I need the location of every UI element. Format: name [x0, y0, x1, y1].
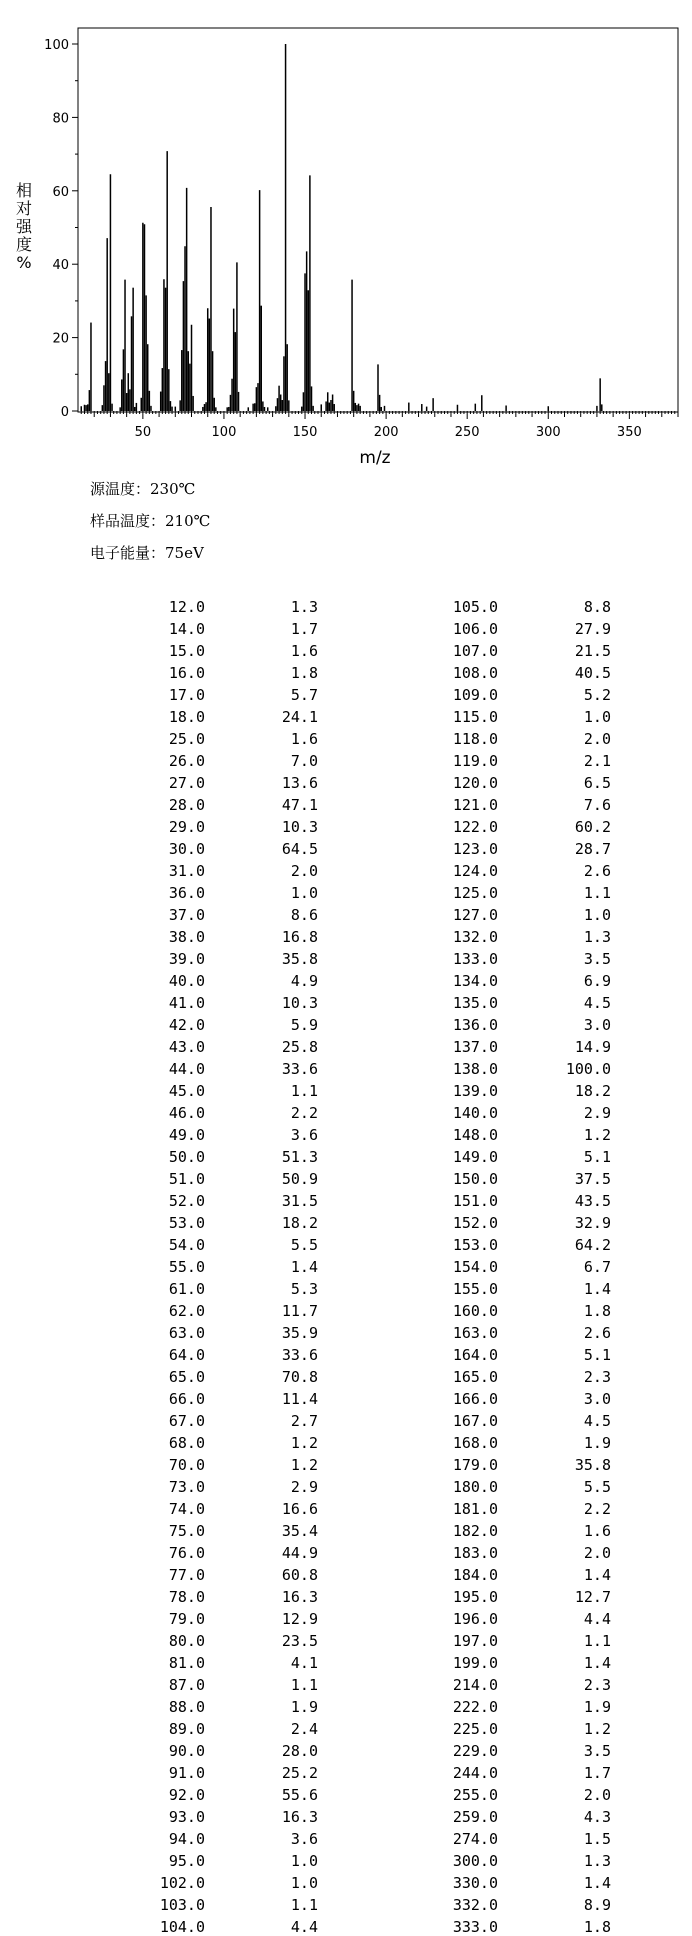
- table-mz-cell: 42.0: [168, 1016, 205, 1034]
- table-intensity-cell: 31.5: [281, 1192, 318, 1210]
- table-mz-cell: 104.0: [159, 1918, 205, 1936]
- table-mz-cell: 66.0: [168, 1390, 205, 1408]
- table-intensity-cell: 1.0: [290, 884, 318, 902]
- table-mz-cell: 164.0: [452, 1346, 498, 1364]
- table-mz-cell: 184.0: [452, 1566, 498, 1584]
- table-mz-cell: 80.0: [168, 1632, 205, 1650]
- table-intensity-cell: 16.6: [281, 1500, 318, 1518]
- table-intensity-cell: 1.3: [290, 598, 318, 616]
- table-mz-cell: 45.0: [168, 1082, 205, 1100]
- y-tick-label: 80: [52, 111, 69, 127]
- table-intensity-cell: 25.8: [281, 1038, 318, 1056]
- table-mz-cell: 197.0: [452, 1632, 498, 1650]
- table-intensity-cell: 60.8: [281, 1566, 318, 1584]
- table-mz-cell: 179.0: [452, 1456, 498, 1474]
- table-intensity-cell: 2.1: [583, 752, 611, 770]
- table-mz-cell: 44.0: [168, 1060, 205, 1078]
- table-mz-cell: 89.0: [168, 1720, 205, 1738]
- table-mz-cell: 134.0: [452, 972, 498, 990]
- table-mz-cell: 139.0: [452, 1082, 498, 1100]
- table-intensity-cell: 5.7: [290, 686, 318, 704]
- table-intensity-cell: 3.6: [290, 1830, 318, 1848]
- table-mz-cell: 183.0: [452, 1544, 498, 1562]
- table-intensity-cell: 28.7: [574, 840, 611, 858]
- table-intensity-cell: 60.2: [574, 818, 611, 836]
- spectrum-peaks: [81, 44, 602, 411]
- table-mz-cell: 12.0: [168, 598, 205, 616]
- table-intensity-cell: 12.7: [574, 1588, 611, 1606]
- y-tick-label: 0: [60, 405, 69, 420]
- table-mz-cell: 90.0: [168, 1742, 205, 1760]
- table-mz-cell: 77.0: [168, 1566, 205, 1584]
- table-mz-cell: 68.0: [168, 1434, 205, 1452]
- table-mz-cell: 70.0: [168, 1456, 205, 1474]
- table-mz-cell: 95.0: [168, 1852, 205, 1870]
- table-mz-cell: 140.0: [452, 1104, 498, 1122]
- table-mz-cell: 181.0: [452, 1500, 498, 1518]
- table-intensity-cell: 6.9: [583, 972, 611, 990]
- table-intensity-cell: 2.9: [583, 1104, 611, 1122]
- table-mz-cell: 78.0: [168, 1588, 205, 1606]
- table-mz-cell: 155.0: [452, 1280, 498, 1298]
- table-mz-cell: 330.0: [452, 1874, 498, 1892]
- table-intensity-cell: 6.7: [583, 1258, 611, 1276]
- table-mz-cell: 93.0: [168, 1808, 205, 1826]
- table-mz-cell: 63.0: [168, 1324, 205, 1342]
- table-mz-cell: 300.0: [452, 1852, 498, 1870]
- table-intensity-cell: 21.5: [574, 642, 611, 660]
- source-temperature: 源温度：230℃: [90, 480, 196, 498]
- table-mz-cell: 196.0: [452, 1610, 498, 1628]
- table-mz-cell: 36.0: [168, 884, 205, 902]
- table-intensity-cell: 4.9: [290, 972, 318, 990]
- table-intensity-cell: 5.1: [583, 1346, 611, 1364]
- table-intensity-cell: 1.9: [583, 1698, 611, 1716]
- table-intensity-cell: 40.5: [574, 664, 611, 682]
- table-intensity-cell: 1.4: [290, 1258, 318, 1276]
- table-intensity-cell: 2.3: [583, 1368, 611, 1386]
- table-mz-cell: 107.0: [452, 642, 498, 660]
- table-intensity-cell: 1.0: [290, 1874, 318, 1892]
- table-intensity-cell: 1.4: [583, 1874, 611, 1892]
- x-tick-label: 300: [535, 425, 561, 440]
- table-intensity-cell: 51.3: [281, 1148, 318, 1166]
- table-mz-cell: 259.0: [452, 1808, 498, 1826]
- table-intensity-cell: 64.5: [281, 840, 318, 858]
- table-mz-cell: 163.0: [452, 1324, 498, 1342]
- table-intensity-cell: 3.5: [583, 1742, 611, 1760]
- y-axis-ticks: [44, 38, 78, 420]
- table-intensity-cell: 1.9: [290, 1698, 318, 1716]
- table-mz-cell: 30.0: [168, 840, 205, 858]
- table-intensity-cell: 2.6: [583, 862, 611, 880]
- table-mz-cell: 153.0: [452, 1236, 498, 1254]
- table-intensity-cell: 1.7: [290, 620, 318, 638]
- table-intensity-cell: 64.2: [574, 1236, 611, 1254]
- table-mz-cell: 40.0: [168, 972, 205, 990]
- table-mz-cell: 31.0: [168, 862, 205, 880]
- table-mz-cell: 168.0: [452, 1434, 498, 1452]
- table-mz-cell: 73.0: [168, 1478, 205, 1496]
- x-tick-label: 150: [292, 425, 318, 440]
- table-mz-cell: 94.0: [168, 1830, 205, 1848]
- table-intensity-cell: 37.5: [574, 1170, 611, 1188]
- table-mz-cell: 50.0: [168, 1148, 205, 1166]
- table-intensity-cell: 23.5: [281, 1632, 318, 1650]
- table-intensity-cell: 1.6: [290, 642, 318, 660]
- table-mz-cell: 137.0: [452, 1038, 498, 1056]
- table-intensity-cell: 2.0: [583, 1786, 611, 1804]
- table-mz-cell: 133.0: [452, 950, 498, 968]
- table-mz-cell: 136.0: [452, 1016, 498, 1034]
- table-intensity-cell: 10.3: [281, 994, 318, 1012]
- table-intensity-cell: 4.4: [583, 1610, 611, 1628]
- table-intensity-cell: 2.7: [290, 1412, 318, 1430]
- x-tick-label: 250: [454, 425, 480, 440]
- table-mz-cell: 123.0: [452, 840, 498, 858]
- table-mz-cell: 149.0: [452, 1148, 498, 1166]
- table-intensity-cell: 8.8: [583, 598, 611, 616]
- table-intensity-cell: 2.6: [583, 1324, 611, 1342]
- table-mz-cell: 151.0: [452, 1192, 498, 1210]
- table-intensity-cell: 1.1: [290, 1676, 318, 1694]
- table-mz-cell: 180.0: [452, 1478, 498, 1496]
- table-mz-cell: 332.0: [452, 1896, 498, 1914]
- table-intensity-cell: 1.1: [290, 1896, 318, 1914]
- table-intensity-cell: 100.0: [565, 1060, 611, 1078]
- table-mz-cell: 81.0: [168, 1654, 205, 1672]
- table-mz-cell: 119.0: [452, 752, 498, 770]
- table-intensity-cell: 4.1: [290, 1654, 318, 1672]
- table-mz-cell: 154.0: [452, 1258, 498, 1276]
- table-intensity-cell: 27.9: [574, 620, 611, 638]
- y-tick-label: 60: [52, 184, 69, 200]
- table-intensity-cell: 1.6: [583, 1522, 611, 1540]
- table-intensity-cell: 33.6: [281, 1346, 318, 1364]
- table-intensity-cell: 4.3: [583, 1808, 611, 1826]
- electron-energy: 电子能量：75eV: [90, 544, 204, 562]
- table-intensity-cell: 16.8: [281, 928, 318, 946]
- table-intensity-cell: 2.4: [290, 1720, 318, 1738]
- table-mz-cell: 214.0: [452, 1676, 498, 1694]
- table-intensity-cell: 35.4: [281, 1522, 318, 1540]
- table-intensity-cell: 43.5: [574, 1192, 611, 1210]
- table-mz-cell: 244.0: [452, 1764, 498, 1782]
- table-intensity-cell: 33.6: [281, 1060, 318, 1078]
- table-intensity-cell: 3.5: [583, 950, 611, 968]
- table-intensity-cell: 4.4: [290, 1918, 318, 1936]
- table-mz-cell: 122.0: [452, 818, 498, 836]
- table-intensity-cell: 35.9: [281, 1324, 318, 1342]
- table-mz-cell: 127.0: [452, 906, 498, 924]
- table-intensity-cell: 1.3: [583, 1852, 611, 1870]
- plot-frame: [78, 28, 678, 412]
- table-mz-cell: 25.0: [168, 730, 205, 748]
- table-mz-cell: 79.0: [168, 1610, 205, 1628]
- table-mz-cell: 51.0: [168, 1170, 205, 1188]
- table-intensity-cell: 32.9: [574, 1214, 611, 1232]
- table-intensity-cell: 2.2: [290, 1104, 318, 1122]
- table-mz-cell: 29.0: [168, 818, 205, 836]
- table-intensity-cell: 1.7: [583, 1764, 611, 1782]
- mass-spectrum-chart: [0, 0, 692, 470]
- table-intensity-cell: 3.0: [583, 1390, 611, 1408]
- table-mz-cell: 91.0: [168, 1764, 205, 1782]
- table-intensity-cell: 2.9: [290, 1478, 318, 1496]
- table-intensity-cell: 8.6: [290, 906, 318, 924]
- x-axis-label: m/z: [359, 448, 391, 468]
- table-intensity-cell: 24.1: [281, 708, 318, 726]
- table-mz-cell: 64.0: [168, 1346, 205, 1364]
- table-intensity-cell: 55.6: [281, 1786, 318, 1804]
- table-intensity-cell: 1.4: [583, 1566, 611, 1584]
- table-mz-cell: 38.0: [168, 928, 205, 946]
- table-mz-cell: 41.0: [168, 994, 205, 1012]
- table-mz-cell: 105.0: [452, 598, 498, 616]
- table-mz-cell: 138.0: [452, 1060, 498, 1078]
- table-intensity-cell: 70.8: [281, 1368, 318, 1386]
- table-intensity-cell: 2.0: [290, 862, 318, 880]
- table-intensity-cell: 5.5: [290, 1236, 318, 1254]
- table-mz-cell: 118.0: [452, 730, 498, 748]
- x-axis-ticks: [81, 411, 678, 440]
- table-intensity-cell: 8.9: [583, 1896, 611, 1914]
- table-intensity-cell: 5.3: [290, 1280, 318, 1298]
- table-mz-cell: 109.0: [452, 686, 498, 704]
- table-mz-cell: 92.0: [168, 1786, 205, 1804]
- table-mz-cell: 52.0: [168, 1192, 205, 1210]
- y-axis-label-text: 相对强度%: [15, 181, 33, 272]
- y-tick-label: 40: [52, 258, 69, 274]
- table-mz-cell: 102.0: [159, 1874, 205, 1892]
- table-intensity-cell: 1.0: [583, 708, 611, 726]
- table-mz-cell: 28.0: [168, 796, 205, 814]
- table-intensity-cell: 16.3: [281, 1808, 318, 1826]
- table-intensity-cell: 2.3: [583, 1676, 611, 1694]
- table-intensity-cell: 28.0: [281, 1742, 318, 1760]
- table-intensity-cell: 3.6: [290, 1126, 318, 1144]
- table-mz-cell: 150.0: [452, 1170, 498, 1188]
- table-intensity-cell: 35.8: [281, 950, 318, 968]
- table-intensity-cell: 12.9: [281, 1610, 318, 1628]
- table-mz-cell: 333.0: [452, 1918, 498, 1936]
- table-intensity-cell: 47.1: [281, 796, 318, 814]
- table-mz-cell: 255.0: [452, 1786, 498, 1804]
- x-tick-label: 100: [211, 425, 237, 440]
- table-intensity-cell: 44.9: [281, 1544, 318, 1562]
- table-intensity-cell: 10.3: [281, 818, 318, 836]
- table-intensity-cell: 2.0: [583, 1544, 611, 1562]
- table-mz-cell: 39.0: [168, 950, 205, 968]
- table-mz-cell: 225.0: [452, 1720, 498, 1738]
- table-mz-cell: 167.0: [452, 1412, 498, 1430]
- table-intensity-cell: 1.8: [583, 1918, 611, 1936]
- table-intensity-cell: 1.3: [583, 928, 611, 946]
- table-mz-cell: 46.0: [168, 1104, 205, 1122]
- table-mz-cell: 88.0: [168, 1698, 205, 1716]
- table-intensity-cell: 1.2: [583, 1720, 611, 1738]
- table-mz-cell: 148.0: [452, 1126, 498, 1144]
- table-intensity-cell: 1.4: [583, 1654, 611, 1672]
- table-mz-cell: 76.0: [168, 1544, 205, 1562]
- table-mz-cell: 67.0: [168, 1412, 205, 1430]
- table-mz-cell: 152.0: [452, 1214, 498, 1232]
- table-intensity-cell: 1.0: [290, 1852, 318, 1870]
- y-axis-label: [16, 181, 33, 272]
- table-intensity-cell: 1.2: [583, 1126, 611, 1144]
- table-mz-cell: 115.0: [452, 708, 498, 726]
- table-intensity-cell: 50.9: [281, 1170, 318, 1188]
- table-intensity-cell: 1.6: [290, 730, 318, 748]
- table-intensity-cell: 1.2: [290, 1434, 318, 1452]
- y-tick-label: 20: [52, 331, 69, 347]
- table-mz-cell: 222.0: [452, 1698, 498, 1716]
- table-intensity-cell: 5.1: [583, 1148, 611, 1166]
- table-mz-cell: 106.0: [452, 620, 498, 638]
- table-mz-cell: 274.0: [452, 1830, 498, 1848]
- table-intensity-cell: 1.1: [290, 1082, 318, 1100]
- table-mz-cell: 14.0: [168, 620, 205, 638]
- table-intensity-cell: 1.8: [290, 664, 318, 682]
- table-intensity-cell: 4.5: [583, 1412, 611, 1430]
- table-mz-cell: 53.0: [168, 1214, 205, 1232]
- table-mz-cell: 37.0: [168, 906, 205, 924]
- table-intensity-cell: 25.2: [281, 1764, 318, 1782]
- table-mz-cell: 16.0: [168, 664, 205, 682]
- table-intensity-cell: 1.0: [583, 906, 611, 924]
- table-intensity-cell: 11.7: [281, 1302, 318, 1320]
- table-intensity-cell: 5.2: [583, 686, 611, 704]
- table-intensity-cell: 1.1: [583, 884, 611, 902]
- table-intensity-cell: 16.3: [281, 1588, 318, 1606]
- table-intensity-cell: 7.0: [290, 752, 318, 770]
- table-intensity-cell: 2.0: [583, 730, 611, 748]
- table-mz-cell: 165.0: [452, 1368, 498, 1386]
- table-intensity-cell: 13.6: [281, 774, 318, 792]
- table-mz-cell: 75.0: [168, 1522, 205, 1540]
- table-mz-cell: 55.0: [168, 1258, 205, 1276]
- table-mz-cell: 132.0: [452, 928, 498, 946]
- table-mz-cell: 135.0: [452, 994, 498, 1012]
- table-mz-cell: 27.0: [168, 774, 205, 792]
- table-mz-cell: 43.0: [168, 1038, 205, 1056]
- table-mz-cell: 18.0: [168, 708, 205, 726]
- table-intensity-cell: 11.4: [281, 1390, 318, 1408]
- table-mz-cell: 103.0: [159, 1896, 205, 1914]
- table-mz-cell: 49.0: [168, 1126, 205, 1144]
- table-mz-cell: 124.0: [452, 862, 498, 880]
- table-intensity-cell: 18.2: [281, 1214, 318, 1232]
- table-mz-cell: 108.0: [452, 664, 498, 682]
- table-intensity-cell: 14.9: [574, 1038, 611, 1056]
- table-mz-cell: 125.0: [452, 884, 498, 902]
- table-mz-cell: 26.0: [168, 752, 205, 770]
- table-intensity-cell: 3.0: [583, 1016, 611, 1034]
- table-mz-cell: 62.0: [168, 1302, 205, 1320]
- table-intensity-cell: 5.5: [583, 1478, 611, 1496]
- table-intensity-cell: 1.9: [583, 1434, 611, 1452]
- x-tick-label: 50: [134, 425, 152, 440]
- table-intensity-cell: 35.8: [574, 1456, 611, 1474]
- table-intensity-cell: 5.9: [290, 1016, 318, 1034]
- table-mz-cell: 229.0: [452, 1742, 498, 1760]
- table-mz-cell: 166.0: [452, 1390, 498, 1408]
- table-intensity-cell: 2.2: [583, 1500, 611, 1518]
- table-intensity-cell: 18.2: [574, 1082, 611, 1100]
- table-intensity-cell: 1.2: [290, 1456, 318, 1474]
- table-intensity-cell: 7.6: [583, 796, 611, 814]
- table-mz-cell: 121.0: [452, 796, 498, 814]
- table-intensity-cell: 4.5: [583, 994, 611, 1012]
- table-intensity-cell: 1.8: [583, 1302, 611, 1320]
- x-tick-label: 200: [373, 425, 399, 440]
- table-intensity-cell: 1.4: [583, 1280, 611, 1298]
- table-intensity-cell: 1.5: [583, 1830, 611, 1848]
- table-mz-cell: 120.0: [452, 774, 498, 792]
- table-mz-cell: 65.0: [168, 1368, 205, 1386]
- table-mz-cell: 199.0: [452, 1654, 498, 1672]
- table-intensity-cell: 1.1: [583, 1632, 611, 1650]
- table-mz-cell: 160.0: [452, 1302, 498, 1320]
- table-mz-cell: 182.0: [452, 1522, 498, 1540]
- table-intensity-cell: 6.5: [583, 774, 611, 792]
- table-mz-cell: 61.0: [168, 1280, 205, 1298]
- table-mz-cell: 195.0: [452, 1588, 498, 1606]
- table-mz-cell: 87.0: [168, 1676, 205, 1694]
- table-mz-cell: 17.0: [168, 686, 205, 704]
- x-tick-label: 350: [616, 425, 642, 440]
- table-mz-cell: 54.0: [168, 1236, 205, 1254]
- table-mz-cell: 15.0: [168, 642, 205, 660]
- y-tick-label: 100: [44, 38, 69, 53]
- table-mz-cell: 74.0: [168, 1500, 205, 1518]
- sample-temperature: 样品温度：210℃: [90, 512, 211, 530]
